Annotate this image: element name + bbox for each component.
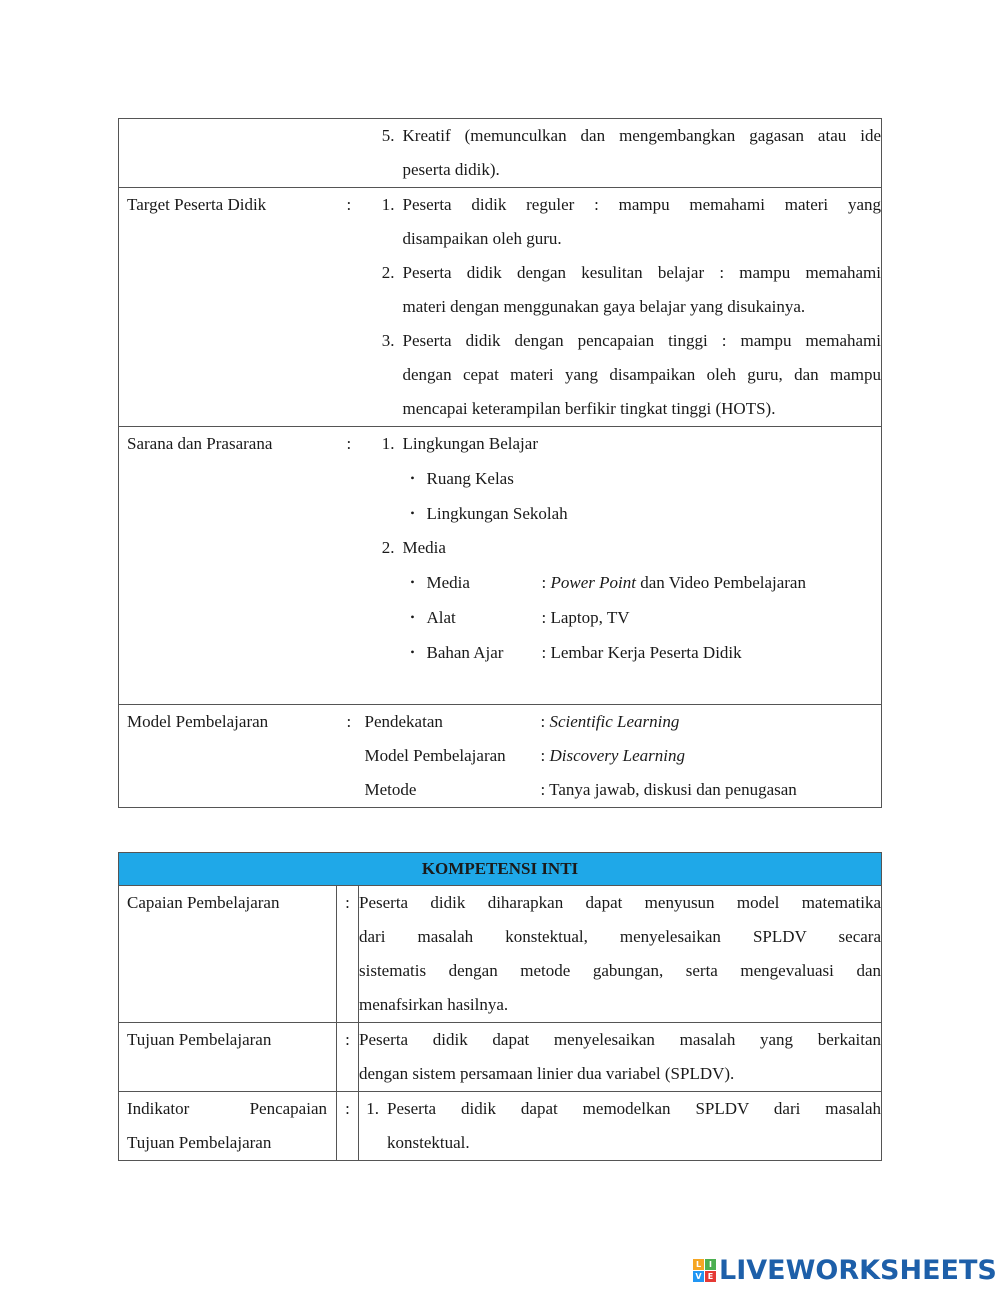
lesson-plan-table <box>118 118 882 808</box>
bullet-icon: • <box>410 471 415 485</box>
key-value-row: Pendekatan : Scientific Learning <box>364 712 680 731</box>
table-row: Model Pembelajaran : Pendekatan : Scientific Learning Model Pembelajaran : Discovery Learning Metode : Tanya jawab, diskusi dan penugasan <box>119 705 882 808</box>
bullet-icon: • <box>410 575 415 589</box>
row-label: Indikator Pencapaian <box>127 1099 327 1118</box>
bullet-icon: • <box>410 610 415 624</box>
bullet-icon: • <box>410 506 415 520</box>
table-row: Indikator Pencapaian Tujuan Pembelajaran : 1. Peserta didik dapat memodelkan SPLDV dari masalah konstektual. <box>119 1092 882 1161</box>
row-label: Capaian Pembelajaran <box>127 893 280 912</box>
row-label: Sarana dan Prasarana <box>127 434 273 453</box>
bullet-item: • Lingkungan Sekolah <box>399 496 882 531</box>
table-header-row <box>119 853 882 886</box>
table-row <box>119 119 882 188</box>
row-label: Target Peserta Didik <box>127 195 267 214</box>
bullet-icon: • <box>410 645 415 659</box>
bullet-item: • Media : Power Point dan Video Pembelajaran <box>399 565 882 600</box>
key-value-row: Model Pembelajaran : Discovery Learning <box>364 746 685 765</box>
logo-text: LIVEWORKSHEETS <box>719 1255 997 1286</box>
list-item: 1. Peserta didik dapat memodelkan SPLDV dari masalah konstektual. <box>366 1099 881 1152</box>
table-row: Tujuan Pembelajaran : Peserta didik dapat menyelesaikan masalah yang berkaitan dengan sistem persamaan linier dua variabel (SPLDV). <box>119 1023 882 1092</box>
bullet-item: • Ruang Kelas <box>399 461 882 496</box>
list-item: 2. Media <box>381 538 446 557</box>
list-item: 3. Peserta didik dengan pencapaian tinggi : mampu memahami dengan cepat materi yang disampaikan oleh guru, dan mampu mencapai keterampilan berfikir tingkat tinggi (HOTS). <box>381 331 881 418</box>
bullet-item: • Bahan Ajar : Lembar Kerja Peserta Didik <box>399 635 882 670</box>
liveworksheets-logo[interactable] <box>693 1255 997 1286</box>
table-row: Target Peserta Didik : 1. Peserta didik reguler : mampu memahami materi yang disampaikan oleh guru. 2. Peserta didik dengan kesulitan belajar : mampu memahami materi dengan menggunakan gaya belajar yang disukainya. 3. Peserta didik dengan pencapaian tinggi : mampu memahami dengan cepat materi yang disampaikan oleh guru, dan mampu mencapai keterampilan berfikir tingkat tinggi (HOTS). <box>119 188 882 427</box>
table-row: Sarana dan Prasarana : 1. Lingkungan Belajar • Ruang Kelas • Lingkungan Sekolah 2. Media • Media : Power Point dan Video Pembelajaran • Alat : Laptop, TV • Bahan Ajar : Lembar Kerja Peserta Didik <box>119 427 882 705</box>
table-row: Capaian Pembelajaran : Peserta didik diharapkan dapat menyusun model matematika dari masalah konstektual, menyelesaikan SPLDV secara sistematis dengan metode gabungan, serta mengevaluasi dan menafsirkan hasilnya. <box>119 886 882 1023</box>
key-value-row: Metode : Tanya jawab, diskusi dan penugasan <box>364 780 797 799</box>
logo-mark-icon: L I V E <box>693 1259 716 1282</box>
list-item: 1. Lingkungan Belajar <box>381 434 538 453</box>
row-label: Model Pembelajaran <box>127 712 269 731</box>
section-title: KOMPETENSI INTI <box>119 853 882 886</box>
row-label: Tujuan Pembelajaran <box>127 1030 272 1049</box>
kompetensi-inti-table <box>118 852 882 1161</box>
list-item: 5. Kreatif (memunculkan dan mengembangkan gagasan atau ide peserta didik). <box>381 126 881 179</box>
list-item: 2. Peserta didik dengan kesulitan belajar : mampu memahami materi dengan menggunakan gaya belajar yang disukainya. <box>381 263 881 316</box>
bullet-item: • Alat : Laptop, TV <box>399 600 882 635</box>
list-item: 1. Peserta didik reguler : mampu memahami materi yang disampaikan oleh guru. <box>381 195 881 248</box>
